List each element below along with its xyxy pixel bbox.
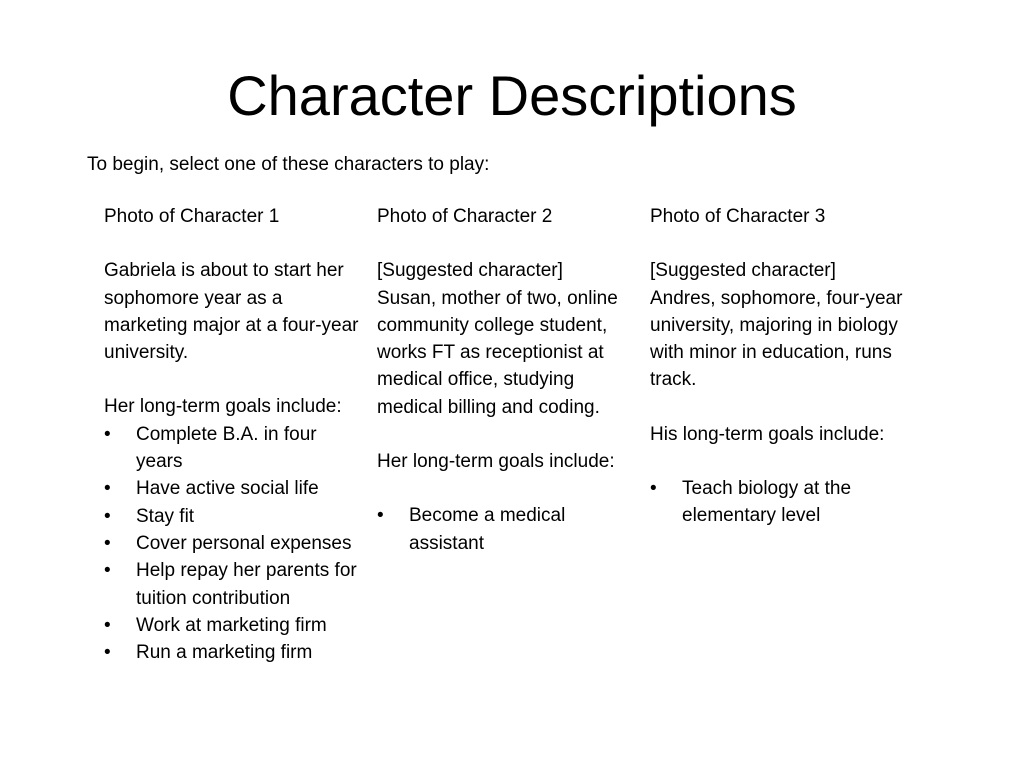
goal-text: Help repay her parents for tuition contribution xyxy=(136,560,357,609)
bullet-icon: • xyxy=(377,505,384,527)
character-3-column[interactable] xyxy=(650,203,912,530)
goal-text: Have active social life xyxy=(136,478,319,500)
bullet-icon: • xyxy=(650,478,657,500)
character-3-description: Andres, sophomore, four-year university, majoring in biology with minor in education, runs track. xyxy=(650,287,903,391)
character-2-suggested-tag: [Suggested character] xyxy=(377,260,563,282)
goal-text: Teach biology at the elementary level xyxy=(682,478,852,527)
bullet-icon: • xyxy=(104,642,111,664)
character-1-goals-list xyxy=(104,421,362,667)
list-item xyxy=(104,530,362,557)
intro-instruction: To begin, select one of these characters to play: xyxy=(87,154,490,175)
goal-text: Stay fit xyxy=(136,505,195,527)
goal-text: Run a marketing firm xyxy=(136,642,313,664)
character-1-column[interactable] xyxy=(104,203,362,666)
bullet-icon: • xyxy=(104,478,111,500)
slide-title: Character Descriptions xyxy=(227,64,797,127)
character-2-column[interactable] xyxy=(377,203,627,557)
bullet-icon: • xyxy=(104,505,111,527)
bullet-icon: • xyxy=(104,614,111,636)
list-item xyxy=(104,557,362,612)
character-3-photo-placeholder[interactable]: Photo of Character 3 xyxy=(650,206,826,227)
list-item xyxy=(377,502,627,557)
character-1-goals-heading: Her long-term goals include: xyxy=(104,396,342,418)
list-item xyxy=(104,612,362,639)
character-1-description: Gabriela is about to start her sophomore year as a marketing major at a four-year university. xyxy=(104,260,359,364)
bullet-icon: • xyxy=(104,532,111,554)
character-2-goals-heading: Her long-term goals include: xyxy=(377,451,615,473)
character-2-photo-placeholder[interactable]: Photo of Character 2 xyxy=(377,206,553,227)
bullet-icon: • xyxy=(104,423,111,445)
list-item xyxy=(104,475,362,502)
goal-text: Become a medical assistant xyxy=(409,505,566,554)
character-3-goals-list xyxy=(650,475,912,530)
character-2-description: Susan, mother of two, online community college student, works FT as receptionist at medical office, studying medical billing and coding. xyxy=(377,287,618,418)
list-item xyxy=(650,475,912,530)
goal-text: Cover personal expenses xyxy=(136,532,352,554)
character-3-goals-heading: His long-term goals include: xyxy=(650,423,885,445)
list-item xyxy=(104,421,362,476)
bullet-icon: • xyxy=(104,560,111,582)
goal-text: Complete B.A. in four years xyxy=(136,423,317,473)
character-1-photo-placeholder[interactable]: Photo of Character 1 xyxy=(104,206,280,227)
list-item xyxy=(104,503,362,530)
goal-text: Work at marketing firm xyxy=(136,614,327,636)
character-3-suggested-tag: [Suggested character] xyxy=(650,260,836,282)
list-item xyxy=(104,639,362,666)
character-2-goals-list xyxy=(377,502,627,557)
